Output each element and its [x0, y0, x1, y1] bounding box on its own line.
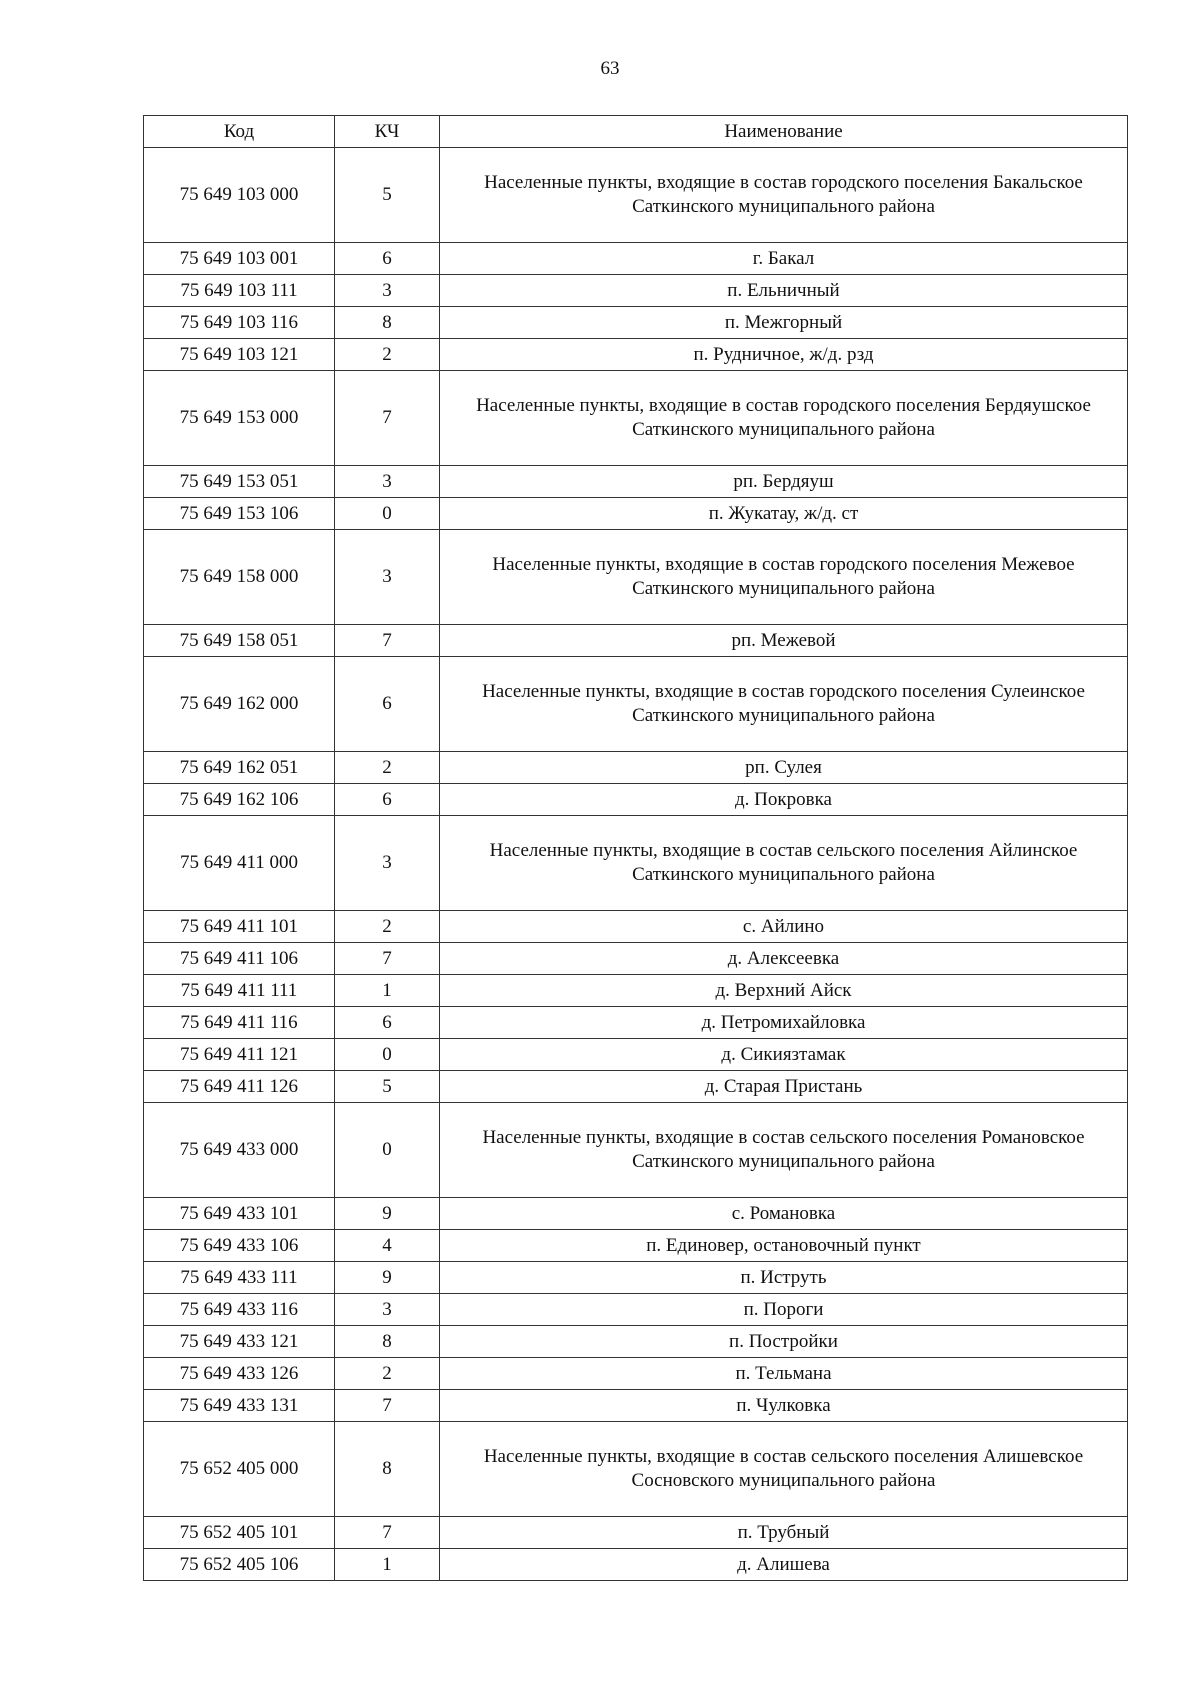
- cell-code: 75 652 405 106: [144, 1549, 335, 1581]
- table-row: [144, 1517, 1128, 1549]
- settlements-code-table: [143, 115, 1128, 1581]
- table-row: [144, 148, 1128, 243]
- cell-name: г. Бакал: [440, 243, 1128, 275]
- cell-kch: 7: [335, 943, 440, 975]
- table-row: [144, 1103, 1128, 1198]
- cell-code: 75 649 411 116: [144, 1007, 335, 1039]
- cell-code: 75 652 405 101: [144, 1517, 335, 1549]
- table-row: [144, 1358, 1128, 1390]
- cell-kch: 5: [335, 148, 440, 243]
- cell-kch: 8: [335, 1422, 440, 1517]
- cell-name: Населенные пункты, входящие в состав сельского поселения Айлинское Саткинского муниципального района: [440, 816, 1128, 911]
- cell-code: 75 649 162 000: [144, 657, 335, 752]
- cell-name: рп. Межевой: [440, 625, 1128, 657]
- cell-name: п. Постройки: [440, 1326, 1128, 1358]
- cell-name: п. Иструть: [440, 1262, 1128, 1294]
- cell-code: 75 649 411 000: [144, 816, 335, 911]
- cell-kch: 2: [335, 752, 440, 784]
- cell-kch: 5: [335, 1071, 440, 1103]
- cell-code: 75 649 103 116: [144, 307, 335, 339]
- table-header-row: [144, 116, 1128, 148]
- cell-name: п. Ельничный: [440, 275, 1128, 307]
- table-row: [144, 530, 1128, 625]
- cell-name: п. Единовер, остановочный пункт: [440, 1230, 1128, 1262]
- cell-name: п. Чулковка: [440, 1390, 1128, 1422]
- cell-code: 75 649 411 101: [144, 911, 335, 943]
- table-row: [144, 625, 1128, 657]
- cell-kch: 3: [335, 466, 440, 498]
- table-row: [144, 339, 1128, 371]
- cell-name: п. Пороги: [440, 1294, 1128, 1326]
- cell-name: д. Алишева: [440, 1549, 1128, 1581]
- cell-code: 75 649 153 106: [144, 498, 335, 530]
- cell-kch: 1: [335, 1549, 440, 1581]
- cell-code: 75 649 433 111: [144, 1262, 335, 1294]
- cell-name: рп. Сулея: [440, 752, 1128, 784]
- cell-code: 75 652 405 000: [144, 1422, 335, 1517]
- cell-name: п. Межгорный: [440, 307, 1128, 339]
- cell-code: 75 649 411 111: [144, 975, 335, 1007]
- cell-name: п. Тельмана: [440, 1358, 1128, 1390]
- cell-kch: 6: [335, 1007, 440, 1039]
- cell-code: 75 649 433 126: [144, 1358, 335, 1390]
- cell-name: Населенные пункты, входящие в состав городского поселения Межевое Саткинского муниципального района: [440, 530, 1128, 625]
- table-row: [144, 307, 1128, 339]
- cell-name: Населенные пункты, входящие в состав сельского поселения Романовское Саткинского муниципального района: [440, 1103, 1128, 1198]
- cell-kch: 9: [335, 1262, 440, 1294]
- cell-kch: 7: [335, 1390, 440, 1422]
- cell-kch: 0: [335, 1039, 440, 1071]
- header-name: Наименование: [440, 116, 1128, 148]
- table-row: [144, 1390, 1128, 1422]
- cell-code: 75 649 433 106: [144, 1230, 335, 1262]
- table-row: [144, 911, 1128, 943]
- cell-name: п. Жукатау, ж/д. ст: [440, 498, 1128, 530]
- cell-name: Населенные пункты, входящие в состав городского поселения Бакальское Саткинского муниципального района: [440, 148, 1128, 243]
- cell-code: 75 649 103 121: [144, 339, 335, 371]
- cell-kch: 0: [335, 498, 440, 530]
- table-row: [144, 657, 1128, 752]
- cell-name: п. Трубный: [440, 1517, 1128, 1549]
- table-row: [144, 466, 1128, 498]
- page-number: 63: [600, 58, 620, 79]
- table-row: [144, 1071, 1128, 1103]
- cell-name: д. Сикиязтамак: [440, 1039, 1128, 1071]
- table-row: [144, 498, 1128, 530]
- cell-code: 75 649 162 051: [144, 752, 335, 784]
- cell-kch: 6: [335, 243, 440, 275]
- cell-name: с. Романовка: [440, 1198, 1128, 1230]
- cell-name: с. Айлино: [440, 911, 1128, 943]
- table-row: [144, 1294, 1128, 1326]
- cell-kch: 2: [335, 1358, 440, 1390]
- cell-kch: 3: [335, 275, 440, 307]
- cell-code: 75 649 162 106: [144, 784, 335, 816]
- table-row: [144, 243, 1128, 275]
- cell-kch: 8: [335, 1326, 440, 1358]
- cell-code: 75 649 433 000: [144, 1103, 335, 1198]
- cell-code: 75 649 433 131: [144, 1390, 335, 1422]
- cell-kch: 1: [335, 975, 440, 1007]
- table-row: [144, 784, 1128, 816]
- table-row: [144, 1549, 1128, 1581]
- cell-code: 75 649 158 051: [144, 625, 335, 657]
- cell-code: 75 649 103 111: [144, 275, 335, 307]
- cell-code: 75 649 433 121: [144, 1326, 335, 1358]
- cell-name: д. Петромихайловка: [440, 1007, 1128, 1039]
- cell-code: 75 649 433 101: [144, 1198, 335, 1230]
- cell-kch: 7: [335, 1517, 440, 1549]
- table-row: [144, 1007, 1128, 1039]
- table-row: [144, 816, 1128, 911]
- cell-kch: 7: [335, 371, 440, 466]
- cell-code: 75 649 153 000: [144, 371, 335, 466]
- table-row: [144, 371, 1128, 466]
- cell-kch: 2: [335, 911, 440, 943]
- header-code: Код: [144, 116, 335, 148]
- table-row: [144, 752, 1128, 784]
- table-row: [144, 943, 1128, 975]
- cell-code: 75 649 411 126: [144, 1071, 335, 1103]
- table-row: [144, 1422, 1128, 1517]
- cell-name: д. Покровка: [440, 784, 1128, 816]
- cell-name: Населенные пункты, входящие в состав городского поселения Бердяушское Саткинского муниципального района: [440, 371, 1128, 466]
- cell-name: д. Алексеевка: [440, 943, 1128, 975]
- table-row: [144, 1262, 1128, 1294]
- cell-kch: 6: [335, 784, 440, 816]
- cell-name: Населенные пункты, входящие в состав городского поселения Сулеинское Саткинского муниципального района: [440, 657, 1128, 752]
- cell-kch: 9: [335, 1198, 440, 1230]
- cell-code: 75 649 153 051: [144, 466, 335, 498]
- cell-name: д. Старая Пристань: [440, 1071, 1128, 1103]
- cell-kch: 3: [335, 816, 440, 911]
- cell-name: д. Верхний Айск: [440, 975, 1128, 1007]
- cell-code: 75 649 411 106: [144, 943, 335, 975]
- cell-code: 75 649 103 000: [144, 148, 335, 243]
- table-row: [144, 1039, 1128, 1071]
- cell-name: рп. Бердяуш: [440, 466, 1128, 498]
- cell-name: п. Рудничное, ж/д. рзд: [440, 339, 1128, 371]
- cell-kch: 7: [335, 625, 440, 657]
- table-row: [144, 275, 1128, 307]
- cell-code: 75 649 158 000: [144, 530, 335, 625]
- table-row: [144, 975, 1128, 1007]
- table-row: [144, 1198, 1128, 1230]
- cell-name: Населенные пункты, входящие в состав сельского поселения Алишевское Сосновского муниципального района: [440, 1422, 1128, 1517]
- cell-kch: 0: [335, 1103, 440, 1198]
- cell-kch: 2: [335, 339, 440, 371]
- cell-kch: 4: [335, 1230, 440, 1262]
- table-row: [144, 1230, 1128, 1262]
- cell-code: 75 649 433 116: [144, 1294, 335, 1326]
- table-body: [144, 148, 1128, 1581]
- cell-kch: 6: [335, 657, 440, 752]
- table-row: [144, 1326, 1128, 1358]
- cell-code: 75 649 411 121: [144, 1039, 335, 1071]
- cell-kch: 3: [335, 1294, 440, 1326]
- cell-kch: 8: [335, 307, 440, 339]
- cell-kch: 3: [335, 530, 440, 625]
- header-kch: КЧ: [335, 116, 440, 148]
- cell-code: 75 649 103 001: [144, 243, 335, 275]
